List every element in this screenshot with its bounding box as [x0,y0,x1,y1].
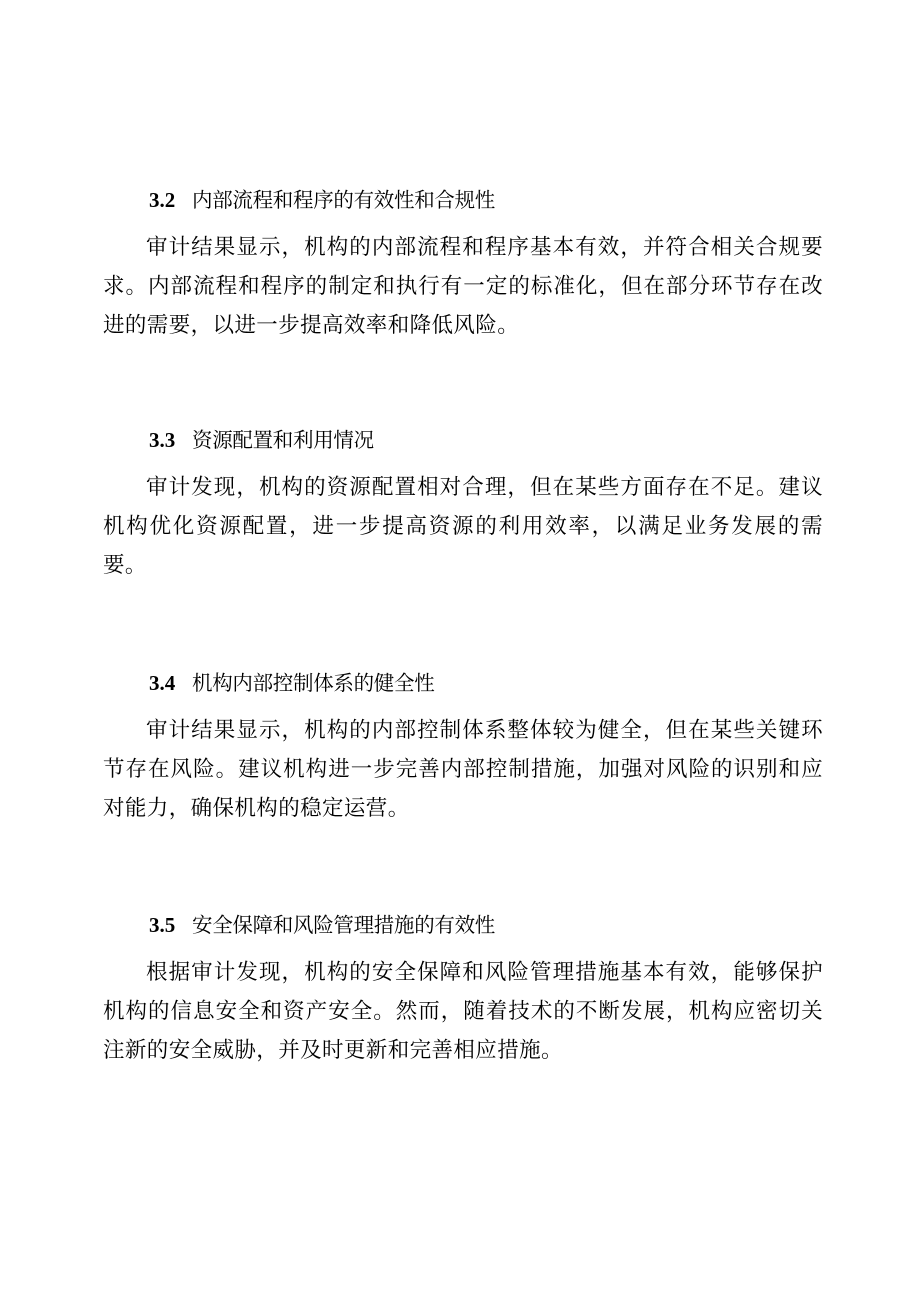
section-3-2 [103,180,823,345]
section-title: 机构内部控制体系的健全性 [192,671,435,695]
section-number: 3.2 [149,188,176,212]
section-heading [103,663,823,703]
section-paragraph: 审计结果显示，机构的内部控制体系整体较为健全，但在某些关键环节存在风险。建议机构进一步完善内部控制措施，加强对风险的识别和应对能力，确保机构的稳定运营。 [103,718,823,821]
section-heading [103,180,823,220]
section-title: 内部流程和程序的有效性和合规性 [192,188,495,212]
section-number: 3.4 [149,671,176,695]
section-title: 资源配置和利用情况 [192,428,374,452]
section-paragraph: 审计结果显示，机构的内部流程和程序基本有效，并符合相关合规要求。内部流程和程序的制定和执行有一定的标准化，但在部分环节存在改进的需要，以进一步提高效率和降低风险。 [103,235,823,338]
section-number: 3.3 [149,428,176,452]
section-3-5 [103,905,823,1070]
section-title: 安全保障和风险管理措施的有效性 [192,913,495,937]
section-heading [103,905,823,945]
section-3-4 [103,663,823,828]
section-paragraph: 根据审计发现，机构的安全保障和风险管理措施基本有效，能够保护机构的信息安全和资产安全。然而，随着技术的不断发展，机构应密切关注新的安全威胁，并及时更新和完善相应措施。 [103,960,823,1063]
section-3-3 [103,420,823,585]
section-number: 3.5 [149,913,176,937]
section-paragraph: 审计发现，机构的资源配置相对合理，但在某些方面存在不足。建议机构优化资源配置，进一步提高资源的利用效率，以满足业务发展的需要。 [103,475,823,578]
section-heading [103,420,823,460]
